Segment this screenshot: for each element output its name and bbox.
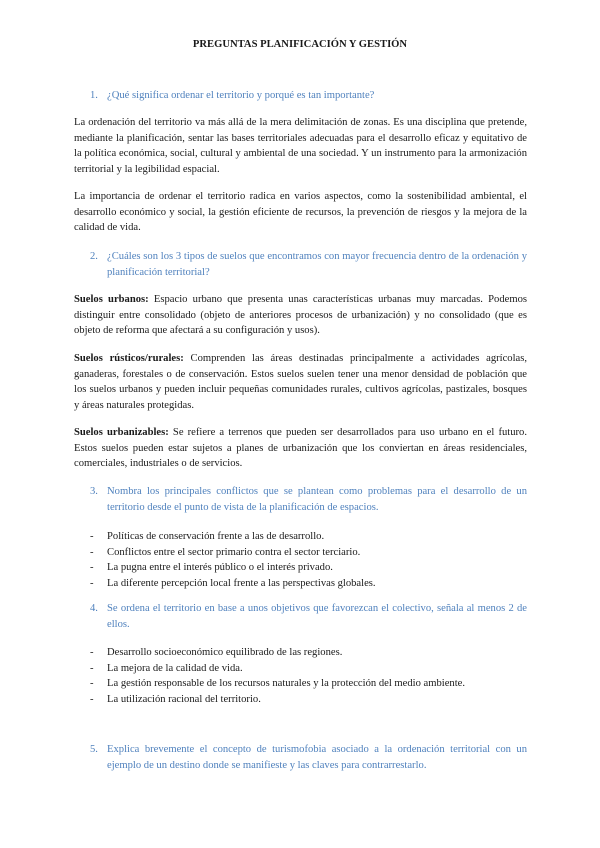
list-item: - La gestión responsable de los recursos naturales y la protección del medio ambiente. — [90, 678, 466, 689]
question-number: 5. — [90, 744, 98, 755]
question-text: Explica brevemente el concepto de turismofobia asociado a la ordenación territorial con un ejemplo de un destino donde se manifieste y las claves para contrarrestarlo. — [107, 744, 527, 771]
answer-3-list — [90, 529, 527, 591]
suelos-rusticos-label: Suelos rústicos/rurales: — [74, 353, 184, 364]
suelos-rusticos-text: Comprenden las áreas destinadas principalmente a actividades agrícolas, ganaderas, forestales o de conservación. Estos suelos suelen tener una menor densidad de población que los suelos urbanos y pueden incluir pequeñas comunidades rurales, cultivos agrícolas, pastizales, bosques y áreas naturales protegidas. — [74, 353, 528, 411]
question-number: 3. — [90, 486, 98, 497]
list-item: - La pugna entre el interés público o el interés privado. — [90, 562, 333, 573]
answer-2-suelos-rusticos — [74, 351, 527, 413]
question-text: ¿Qué significa ordenar el territorio y porqué es tan importante? — [107, 90, 375, 101]
suelos-urbanos-text: Espacio urbano que presenta unas características urbanas muy marcadas. Podemos distinguir entre consolidado (objeto de anteriores procesos de urbanización) y no consolidado (que es objeto de reforma que afectará a su configuración y usos). — [74, 294, 528, 336]
question-text: Se ordena el territorio en base a unos objetivos que favorezcan el colectivo, señala al menos 2 de ellos. — [107, 603, 527, 630]
answer-1-paragraph-1: La ordenación del territorio va más allá de la mera delimitación de zonas. Es una disciplina que pretende, mediante la planificación, sentar las bases territoriales adecuadas para el desarrollo eficaz y equitativo de la política económica, social, cultural y ambiental de una sociedad. Y un instrumento para la armonización territorial y la legibilidad espacial. — [74, 117, 527, 175]
answer-4-list — [90, 645, 527, 707]
list-item: - Conflictos entre el sector primario contra el sector terciario. — [90, 546, 361, 558]
suelos-urbanizables-label: Suelos urbanizables: — [74, 427, 169, 438]
answer-1-paragraph-2: La importancia de ordenar el territorio radica en varios aspectos, como la sostenibilidad ambiental, el desarrollo económico y social, la gestión eficiente de recursos, la prevención de riesgos y la mejora de la calidad de vida. — [74, 191, 527, 233]
answer-2-suelos-urbanizables — [74, 425, 527, 472]
question-5 — [90, 742, 527, 773]
answer-2-suelos-urbanos — [74, 292, 527, 339]
suelos-urbanizables-text: Se refiere a terrenos que pueden ser desarrollados para uso urbano en el futuro. Estos suelos pueden estar sujetos a planes de urbanización que los conviertan en áreas residenciales, comerciales, industriales o de servicios. — [74, 427, 527, 469]
list-item: - La mejora de la calidad de vida. — [90, 662, 243, 674]
question-number: 4. — [90, 603, 98, 614]
list-item: - La utilización racional del territorio. — [90, 693, 261, 705]
question-3 — [90, 484, 527, 515]
list-item: - Desarrollo socioeconómico equilibrado de las regiones. — [90, 647, 343, 658]
question-2 — [90, 249, 527, 280]
list-item: - La diferente percepción local frente a las perspectivas globales. — [90, 577, 376, 589]
suelos-urbanos-label: Suelos urbanos: — [74, 294, 149, 305]
question-text: Nombra los principales conflictos que se plantean como problemas para el desarrollo de un territorio desde el punto de vista de la planificación de espacios. — [107, 486, 527, 513]
question-number: 2. — [90, 251, 98, 262]
question-4 — [90, 601, 527, 632]
list-item: - Políticas de conservación frente a las de desarrollo. — [90, 531, 325, 542]
page-title: PREGUNTAS PLANIFICACIÓN Y GESTIÓN — [192, 39, 408, 50]
question-number: 1. — [90, 90, 98, 101]
question-text: ¿Cuáles son los 3 tipos de suelos que encontramos con mayor frecuencia dentro de la ordenación y planificación territorial? — [107, 251, 527, 278]
question-1 — [90, 88, 527, 104]
